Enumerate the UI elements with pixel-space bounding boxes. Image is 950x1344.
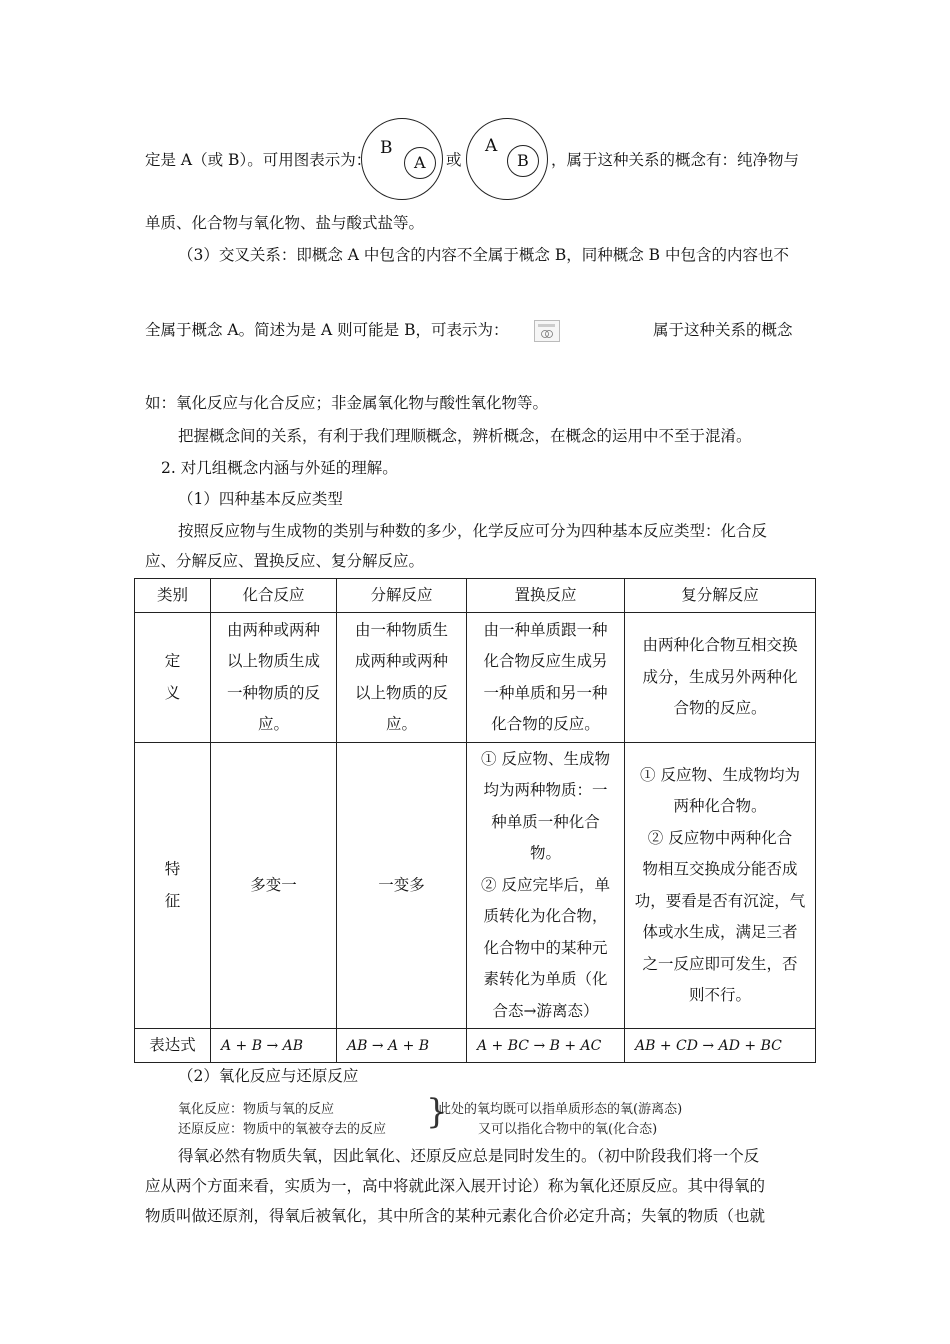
expression-cell: AB + CD → AD + BC xyxy=(625,1029,816,1063)
expression-cell: A + B → AB xyxy=(211,1029,337,1063)
para2-line1: （3）交叉关系：即概念 A 中包含的内容不全属于概念 B，同种概念 B 中包含的内容也不 xyxy=(178,246,789,264)
definition-cell: 由两种或两种 以上物质生成 一种物质的反 应。 xyxy=(211,613,337,743)
inner-circle xyxy=(404,147,436,179)
definition-cell: 由两种化合物互相交换 成分，生成另外两种化 合物的反应。 xyxy=(625,613,816,743)
para5-line1: 得氧必然有物质失氧，因此氧化、还原反应总是同时发生的。（初中阶段我们将一个反 xyxy=(178,1147,760,1165)
header-cell: 置换反应 xyxy=(467,579,625,613)
feature-cell: ① 反应物、生成物均为 两种化合物。 ② 反应物中两种化合 物相互交换成分能否成 功，要看是否有沉淀，气 体或水生成，满足三者 之一反应即可发生，否 则不行。 xyxy=(625,743,816,1029)
para4-line2: 应、分解反应、置换反应、复分解反应。 xyxy=(145,552,425,570)
section2-heading: 2. 对几组概念内涵与外延的理解。 xyxy=(161,459,398,477)
para1-or: 或 xyxy=(446,151,462,169)
header-cell: 复分解反应 xyxy=(625,579,816,613)
definition-row xyxy=(135,613,816,743)
row-label-definition: 定 义 xyxy=(135,613,211,743)
para5-line3: 物质叫做还原剂，得氧后被氧化，其中所含的某种元素化合价必定升高；失氧的物质（也就 xyxy=(145,1207,766,1225)
feature-cell: 多变一 xyxy=(211,743,337,1029)
table-header-row xyxy=(135,579,816,613)
inner-label: A xyxy=(414,153,426,172)
inner-circle xyxy=(507,145,539,177)
outer-label: B xyxy=(380,138,393,158)
oxygen-note-2: 又可以指化合物中的氧(化合态) xyxy=(478,1122,658,1137)
oxygen-note-1: 此处的氧均既可以指单质形态的氧(游离态) xyxy=(438,1102,683,1117)
outer-label: A xyxy=(485,136,498,156)
venn-diagram-b-contains-a xyxy=(361,118,443,200)
expression-cell: A + BC → B + AC xyxy=(467,1029,625,1063)
intersection-diagram-icon xyxy=(534,320,560,342)
sub1-heading: （1）四种基本反应类型 xyxy=(178,490,343,508)
oxidation-definition: 氧化反应：物质与氧的反应 xyxy=(178,1102,335,1117)
para1-prefix: 定是 A（或 B）。可用图表示为： xyxy=(145,151,372,169)
para1-suffix: ，属于这种关系的概念有：纯净物与 xyxy=(551,151,800,169)
definition-cell: 由一种物质生 成两种或两种 以上物质的反 应。 xyxy=(337,613,467,743)
reaction-types-table xyxy=(134,578,816,1063)
para2-line2-left: 全属于概念 A。简述为是 A 则可能是 B，可表示为： xyxy=(145,321,509,339)
expression-cell: AB → A + B xyxy=(337,1029,467,1063)
header-cell: 类别 xyxy=(135,579,211,613)
feature-cell: 一变多 xyxy=(337,743,467,1029)
row-label-feature: 特 征 xyxy=(135,743,211,1029)
feature-cell: ① 反应物、生成物 均为两种物质：一 种单质一种化合 物。 ② 反应完毕后，单 质转化为化合物， 化合物中的某种元 素转化为单质（化 合态→游离态） xyxy=(467,743,625,1029)
sub2-heading: （2）氧化反应与还原反应 xyxy=(178,1067,359,1085)
definition-cell: 由一种单质跟一种 化合物反应生成另 一种单质和另一种 化合物的反应。 xyxy=(467,613,625,743)
para2-line2-right: 属于这种关系的概念 xyxy=(653,321,793,339)
row-label-expression: 表达式 xyxy=(135,1029,211,1063)
brace-symbol: } xyxy=(426,1092,448,1132)
reduction-definition: 还原反应：物质中的氧被夺去的反应 xyxy=(178,1122,387,1137)
header-cell: 分解反应 xyxy=(337,579,467,613)
expression-row xyxy=(135,1029,816,1063)
feature-row xyxy=(135,743,816,1029)
para5-line2: 应从两个方面来看，实质为一，高中将就此深入展开讨论）称为氧化还原反应。其中得氧的 xyxy=(145,1177,766,1195)
header-cell: 化合反应 xyxy=(211,579,337,613)
inner-label: B xyxy=(517,151,529,170)
para4-line1: 按照反应物与生成物的类别与种数的多少，化学反应可分为四种基本反应类型：化合反 xyxy=(178,522,768,540)
venn-diagram-a-contains-b xyxy=(466,118,548,200)
para2-line3: 如：氧化反应与化合反应；非金属氧化物与酸性氧化物等。 xyxy=(145,394,549,412)
para1-continuation: 单质、化合物与氧化物、盐与酸式盐等。 xyxy=(145,214,425,232)
para3: 把握概念间的关系，有利于我们理顺概念，辨析概念，在概念的运用中不至于混淆。 xyxy=(178,427,752,445)
